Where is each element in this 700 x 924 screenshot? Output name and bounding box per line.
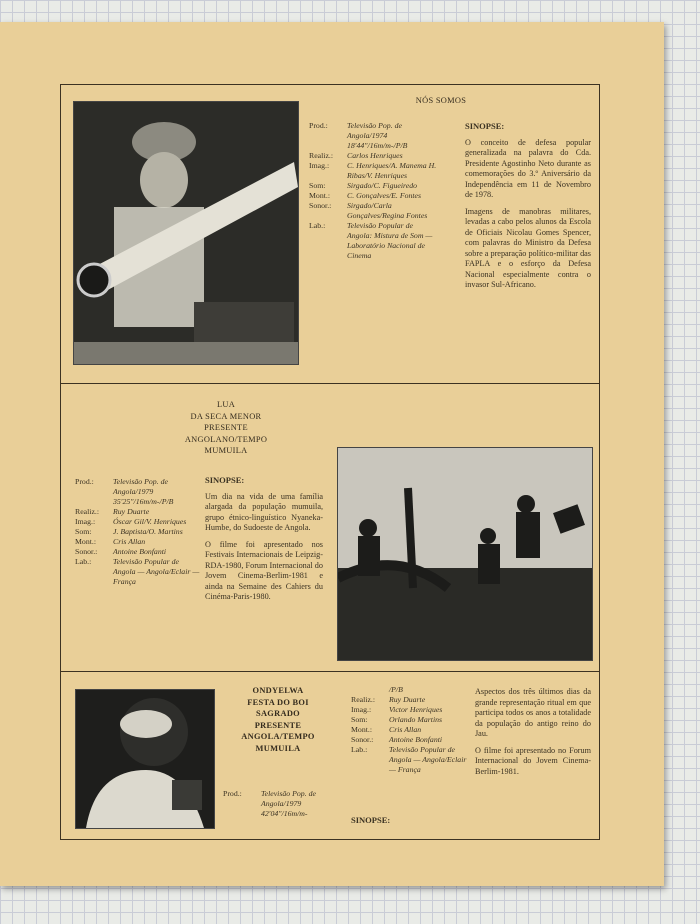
credit-row [351,715,469,725]
synopsis-block [475,687,591,783]
credit-row [75,517,201,527]
credit-label: Lab.: [309,221,326,230]
credit-value: Televisão Pop. de Angola/1979 42'04"/16m/m- [261,789,316,818]
prod-credit [223,789,343,819]
credit-value: Sirgado/C. Figueiredo [347,181,418,190]
portrait-photo-art [76,690,214,828]
credit-value: J. Baptista/O. Martins [113,527,183,536]
credit-row [309,201,439,221]
family-tree-photo [337,447,593,661]
family-tree-photo-art [338,448,592,660]
title-line: MUMUILA [204,446,248,455]
credit-label: Prod.: [309,121,328,130]
synopsis-paragraph: Imagens de manobras militares, levadas a cabo pelos alunos da Escola de Oficiais Nicolau Gomes Spencer, com palavras do Ministro da Defesa sobre a preparação político-militar das FAPLA e o esforço da Defesa Nacional especialmente contra o invasor Sul-Africano. [465,206,591,289]
sinopse-label: SINOPSE: [465,121,505,131]
film-title: NÓS SOMOS [415,96,467,105]
credit-value: Televisão Popular de Angola — Angola/Eclair — França [389,745,467,774]
credit-label: Sonor.: [309,201,332,210]
credit-row [309,191,439,201]
synopsis-paragraph: Aspectos dos três últimos dias da grande representação ritual em que participa todos os anos a totalidade da população do antigo reino do Jau. [475,687,591,738]
section-divider [61,671,599,672]
credit-value: Victor Henriques [389,705,443,714]
credits-list [309,121,439,261]
title-line: PRESENTE [254,720,302,730]
credit-label: Som: [75,527,92,536]
credit-row [309,161,439,181]
credit-value: Televisão Pop. de Angola/1974 18'44"/16m/m-/P/B [347,121,408,150]
credit-label: Mont.: [351,725,373,734]
credit-label: Realiz.: [351,695,376,704]
credit-row [309,121,439,151]
title-line: MUMUILA [255,743,301,753]
credit-row [309,221,439,261]
title-line: LUA [216,400,236,409]
credit-label: Mont.: [309,191,331,200]
credit-label [351,685,389,695]
credit-label: Prod.: [75,477,94,486]
synopsis-paragraph: Um dia na vida de uma família alargada da população mumuila, grupo étnico-linguístico Nyaneka-Humbe, do Sudoeste de Angola. [205,491,323,532]
credit-value: Ruy Duarte [389,695,426,704]
credits-list [351,685,469,775]
credit-row [351,695,469,705]
credit-row [75,557,201,587]
credit-value: Antoine Bonfanti [113,547,167,556]
credit-label: Prod.: [223,789,242,798]
soldier-photo-art [74,102,298,364]
synopsis-paragraph: O filme foi apresentado no Forum Internacional do Jovem Cinema-Berlim-1981. [475,745,591,776]
credit-value: Orlando Martins [389,715,443,724]
credit-label: Realiz.: [75,507,100,516]
credit-label: Sonor.: [351,735,374,744]
synopsis-paragraph: O filme foi apresentado nos Festivais Internacionais de Leipzig-RDA-1980, Forum Internacional do Jovem Cinema-Berlim-1981 e ainda na Semaine des Cahiers du Cinéma-Paris-1980. [205,539,323,601]
credit-label: Sonor.: [75,547,98,556]
title-line: ANGOLA/TEMPO [241,732,315,741]
credit-value: Sirgado/Carla Gonçalves/Regina Fontes [347,201,428,220]
credit-label: Som: [351,715,368,724]
credit-label: Imag.: [351,705,372,714]
credit-value: Televisão Pop. de Angola/1979 35'25"/16m/m-/P/B [113,477,174,506]
credit-value: Ruy Duarte [113,507,150,516]
credit-label: Imag.: [309,161,330,170]
film-title [223,685,333,754]
section-divider [61,383,599,384]
credit-label: Lab.: [75,557,92,566]
synopsis-paragraph: O conceito de defesa popular generalizada na palavra do Cda. Presidente Agostinho Neto durante as comemorações do 3.º Aniversário da Independência em 11 de Novembro de 1978. [465,137,591,199]
credit-row [75,537,201,547]
sinopse-label: SINOPSE: [351,815,391,825]
credit-label: Imag.: [75,517,96,526]
title-line: ANGOLANO/TEMPO [184,434,268,444]
credit-value: /P/B [389,685,403,694]
title-line: ONDYELWA [252,686,304,695]
credit-row [351,745,469,775]
title-line: DA SECA MENOR [190,411,262,421]
credits-list [75,477,201,587]
portrait-photo [75,689,215,829]
soldier-photo [73,101,299,365]
credit-value: Cris Allan [113,537,146,546]
credit-value: C. Henriques/A. Manema H. Ribas/V. Henriques [347,161,437,180]
sinopse-label: SINOPSE: [205,475,245,485]
synopsis-block [205,475,323,609]
credit-row [351,705,469,715]
credit-row [309,181,439,191]
credit-row [309,151,439,161]
title-line: PRESENTE [204,423,248,432]
title-line: SAGRADO [256,709,300,718]
credit-value: Televisão Popular de Angola — Angola/Eclair — França [113,557,200,586]
credit-row [351,685,469,695]
credit-value: Antoine Bonfanti [389,735,443,744]
credit-value: Cris Allan [389,725,422,734]
credit-label: Som: [309,181,326,190]
credit-value: Televisão Popular de Angola: Mistura de Som — Laboratório Nacional de Cinema [347,221,433,260]
credit-value: Óscar Gil/V. Henriques [113,517,187,526]
credit-row [351,735,469,745]
synopsis-block [465,121,591,297]
credit-row [351,725,469,735]
credit-row [75,547,201,557]
credit-label: Lab.: [351,745,368,754]
title-line: FESTA DO BOI [247,697,309,707]
credit-label: Realiz.: [309,151,334,160]
content-frame [60,84,600,840]
credit-row [75,507,201,517]
credit-row [75,477,201,507]
film-title [151,399,301,457]
credit-value: C. Gonçalves/E. Fontes [347,191,422,200]
credit-row [75,527,201,537]
credit-value: Carlos Henriques [347,151,403,160]
credit-label: Mont.: [75,537,97,546]
